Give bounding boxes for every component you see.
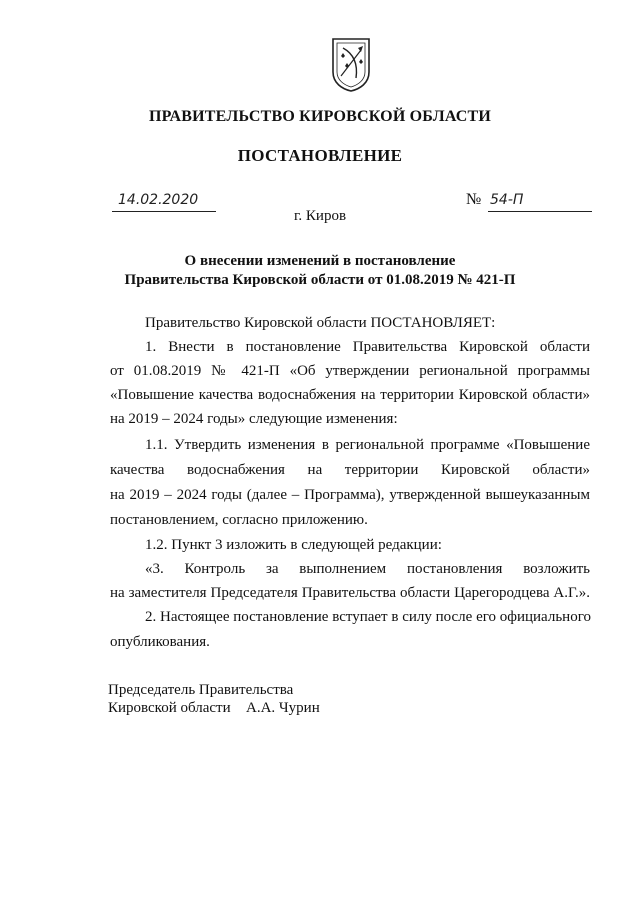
- signature-position-line-1: Председатель Правительства: [108, 682, 294, 698]
- body-line: 2. Настоящее постановление вступает в силу после его официального: [145, 609, 591, 625]
- body-line: от 01.08.2019 № 421-П «Об утверждении региональной программы: [110, 363, 590, 379]
- body-line: Правительство Кировской области ПОСТАНОВЛЯЕТ:: [145, 315, 496, 331]
- body-line: «Повышение качества водоснабжения на территории Кировской области»: [110, 387, 590, 403]
- body-line: 1. Внести в постановление Правительства Кировской области: [145, 339, 590, 355]
- signature-name: А.А. Чурин: [246, 700, 320, 716]
- document-date: 14.02.2020: [118, 192, 199, 208]
- organization-title: ПРАВИТЕЛЬСТВО КИРОВСКОЙ ОБЛАСТИ: [148, 108, 492, 125]
- document-type-title: ПОСТАНОВЛЕНИЕ: [237, 146, 403, 165]
- body-line: 1.1. Утвердить изменения в региональной программе «Повышение: [145, 437, 590, 453]
- body-line: на 2019 – 2024 годы (далее – Программа), утвержденной вышеуказанным: [110, 487, 590, 503]
- body-line: на заместителя Председателя Правительства области Царегородцева А.Г.».: [110, 585, 590, 601]
- body-line: постановлением, согласно приложению.: [110, 512, 368, 528]
- body-line: опубликования.: [110, 634, 210, 650]
- subject-line-2: Правительства Кировской области от 01.08.2019 № 421-П: [124, 272, 516, 288]
- document-number: 54-П: [490, 192, 524, 208]
- signature-position-line-2: Кировской области: [108, 700, 231, 716]
- body-line: на 2019 – 2024 годы» следующие изменения:: [110, 411, 398, 427]
- city-name: г. Киров: [293, 208, 347, 224]
- subject-line-1: О внесении изменений в постановление: [184, 253, 456, 269]
- body-line: 1.2. Пункт 3 изложить в следующей редакции:: [145, 537, 442, 553]
- body-line: «3. Контроль за выполнением постановления возложить: [145, 561, 590, 577]
- body-line: качества водоснабжения на территории Кировской области»: [110, 462, 590, 478]
- coat-of-arms-icon: [330, 36, 372, 92]
- number-sign: №: [466, 191, 482, 208]
